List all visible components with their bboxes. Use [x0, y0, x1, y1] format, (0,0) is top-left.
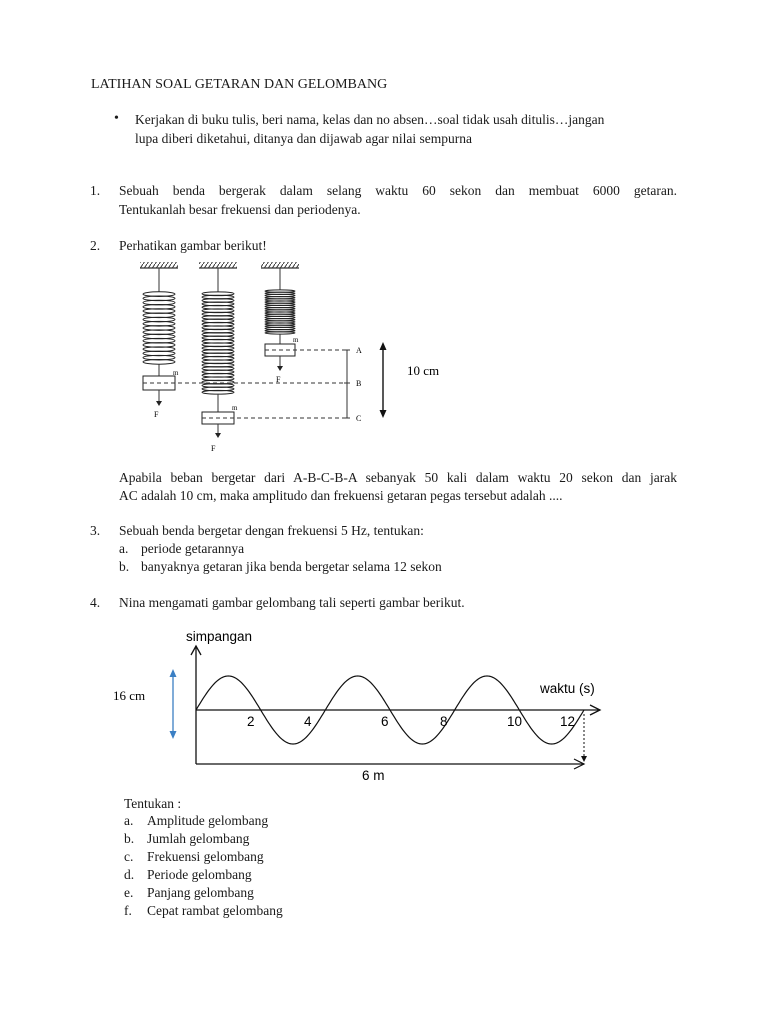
distance-label: 10 cm — [407, 363, 440, 378]
q4-item-letter: c. — [124, 849, 134, 864]
spring-2 — [202, 292, 234, 394]
force-label-1: F — [154, 410, 159, 419]
mass-label-2: m — [232, 404, 238, 412]
ceiling-support-3 — [261, 262, 299, 268]
q1-line-2: Tentukanlah besar frekuensi dan periodenya. — [119, 202, 361, 217]
force-label-2: F — [211, 444, 216, 453]
q4-tentukan: Tentukan : — [124, 796, 182, 811]
instruction-line-1: Kerjakan di buku tulis, beri nama, kelas dan no absen…soal tidak usah ditulis…jangan — [135, 112, 605, 127]
q3-item-b-letter: b. — [119, 559, 130, 574]
q4-item-letter: a. — [124, 813, 134, 828]
ceiling-support-1 — [140, 262, 178, 268]
mass-label-3: m — [293, 336, 299, 344]
point-label-a: A — [356, 346, 362, 355]
x-tick-label: 6 — [381, 714, 389, 729]
x-tick-label: 10 — [507, 714, 523, 729]
page-title: LATIHAN SOAL GETARAN DAN GELOMBANG — [91, 77, 388, 92]
q4-item-letter: e. — [124, 885, 134, 900]
ceiling-support-2 — [199, 262, 237, 268]
q3-item-a-text: periode getarannya — [141, 541, 245, 556]
length-label: 6 m — [362, 768, 385, 783]
q3-item-b-text: banyaknya getaran jika benda bergetar selama 12 sekon — [141, 559, 442, 574]
q2-para-line-2: AC adalah 10 cm, maka amplitudo dan frekuensi getaran pegas tersebut adalah .... — [119, 488, 563, 503]
spring-coil — [265, 332, 295, 334]
q1-line-1: Sebuah benda bergerak dalam selang waktu 60 sekon dan membuat 6000 getaran. — [119, 183, 677, 198]
force-label-3: F — [276, 375, 281, 384]
q4-item-text: Amplitude gelombang — [147, 813, 269, 828]
spring-figure — [135, 258, 455, 458]
q4-item-text: Cepat rambat gelombang — [147, 903, 283, 918]
q4-item-letter: b. — [124, 831, 135, 846]
wave-figure — [110, 622, 630, 792]
q4-item-text: Jumlah gelombang — [147, 831, 250, 846]
q3-text: Sebuah benda bergetar dengan frekuensi 5 Hz, tentukan: — [119, 523, 424, 538]
spring-1 — [143, 292, 175, 364]
bullet-dot: • — [114, 111, 119, 126]
mass-label-1: m — [173, 369, 179, 377]
spring-3 — [265, 290, 295, 334]
q4-item-text: Panjang gelombang — [147, 885, 254, 900]
x-tick-label: 8 — [440, 714, 448, 729]
q4-item-text: Periode gelombang — [147, 867, 252, 882]
q4-number: 4. — [90, 595, 101, 610]
point-label-b: B — [356, 379, 362, 388]
q2-number: 2. — [90, 238, 101, 253]
q3-number: 3. — [90, 523, 101, 538]
amplitude-label: 16 cm — [113, 688, 146, 703]
x-tick-label: 2 — [247, 714, 255, 729]
q3-item-a-letter: a. — [119, 541, 129, 556]
q1-number: 1. — [90, 183, 101, 198]
q2-para-line-1: Apabila beban bergetar dari A-B-C-B-A sebanyak 50 kali dalam waktu 20 sekon dan jarak — [119, 470, 677, 485]
q4-item-letter: d. — [124, 867, 135, 882]
y-axis-label: simpangan — [186, 629, 253, 644]
q2-text: Perhatikan gambar berikut! — [119, 238, 267, 253]
x-axis-label: waktu (s) — [540, 681, 595, 696]
q4-item-letter: f. — [124, 903, 132, 918]
x-tick-label: 4 — [304, 714, 312, 729]
q4-item-text: Frekuensi gelombang — [147, 849, 264, 864]
point-label-c: C — [356, 414, 362, 423]
x-tick-label: 12 — [560, 714, 576, 729]
q4-text: Nina mengamati gambar gelombang tali seperti gambar berikut. — [119, 595, 465, 610]
instruction-line-2: lupa diberi diketahui, ditanya dan dijawab agar nilai sempurna — [135, 131, 473, 146]
